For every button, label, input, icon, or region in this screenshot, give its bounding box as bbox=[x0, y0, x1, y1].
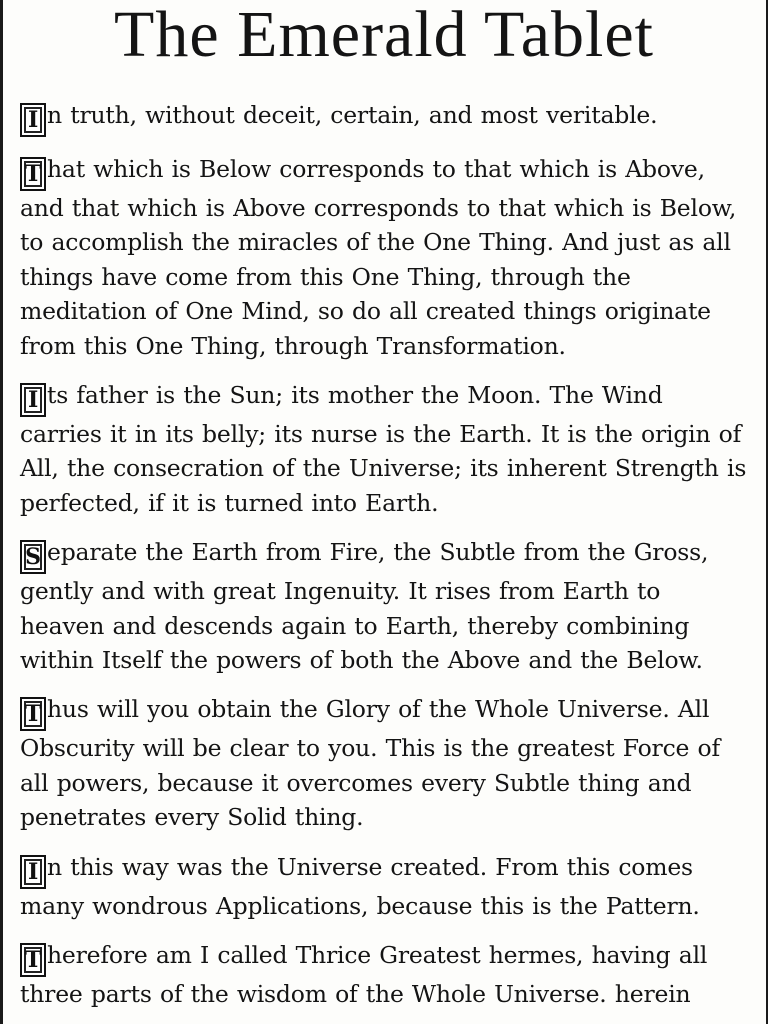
paragraph-text-5: hus will you obtain the Glory of the Whole Universe. All Obscurity will be clear to you. This is the greatest Force of all powers, because it overcomes every Subtle thing and penetrates every Solid thing. bbox=[20, 695, 720, 832]
drop-cap-2: T bbox=[20, 157, 46, 191]
paragraph-3 bbox=[20, 378, 752, 520]
paragraph-1 bbox=[20, 98, 752, 137]
paragraph-6 bbox=[20, 850, 752, 923]
drop-cap-4: S bbox=[20, 540, 46, 574]
drop-cap-1: I bbox=[20, 103, 46, 137]
paragraph-text-6: n this way was the Universe created. From this comes many wondrous Applications, because this is the Pattern. bbox=[20, 852, 700, 920]
paragraph-text-7: herefore am I called Thrice Greatest hermes, having all three parts of the wisdom of the Whole Universe. herein bbox=[20, 941, 708, 1009]
drop-cap-5: T bbox=[20, 697, 46, 731]
paragraph-2 bbox=[20, 152, 752, 363]
paragraph-text-3: ts father is the Sun; its mother the Moon. The Wind carries it in its belly; its nurse is the Earth. It is the origin of All, the consecration of the Universe; its inherent Strength is perfected, if it is turned into Earth. bbox=[20, 381, 747, 517]
paragraph-4 bbox=[20, 535, 752, 677]
paragraph-5 bbox=[20, 692, 752, 834]
document-body bbox=[20, 98, 752, 1024]
page-title: The Emerald Tablet bbox=[114, 0, 654, 71]
paragraph-text-4: eparate the Earth from Fire, the Subtle from the Gross, gently and with great Ingenuity. It rises from Earth to heaven and descends again to Earth, thereby combining within Itself the powers of both the Above and the Below. bbox=[20, 538, 709, 675]
drop-cap-7: T bbox=[20, 943, 46, 977]
paragraph-text-1: n truth, without deceit, certain, and most veritable. bbox=[47, 101, 658, 129]
page-border-left bbox=[0, 0, 3, 1024]
drop-cap-6: I bbox=[20, 855, 46, 889]
paragraph-text-2: hat which is Below corresponds to that which is Above, and that which is Above corresponds to that which is Below, to accomplish the miracles of the One Thing. And just as all things have come from this One Thing, through the meditation of One Mind, so do all created things originate from this One Thing, through Transformation. bbox=[20, 155, 737, 360]
paragraph-7 bbox=[20, 938, 752, 1011]
drop-cap-3: I bbox=[20, 383, 46, 417]
